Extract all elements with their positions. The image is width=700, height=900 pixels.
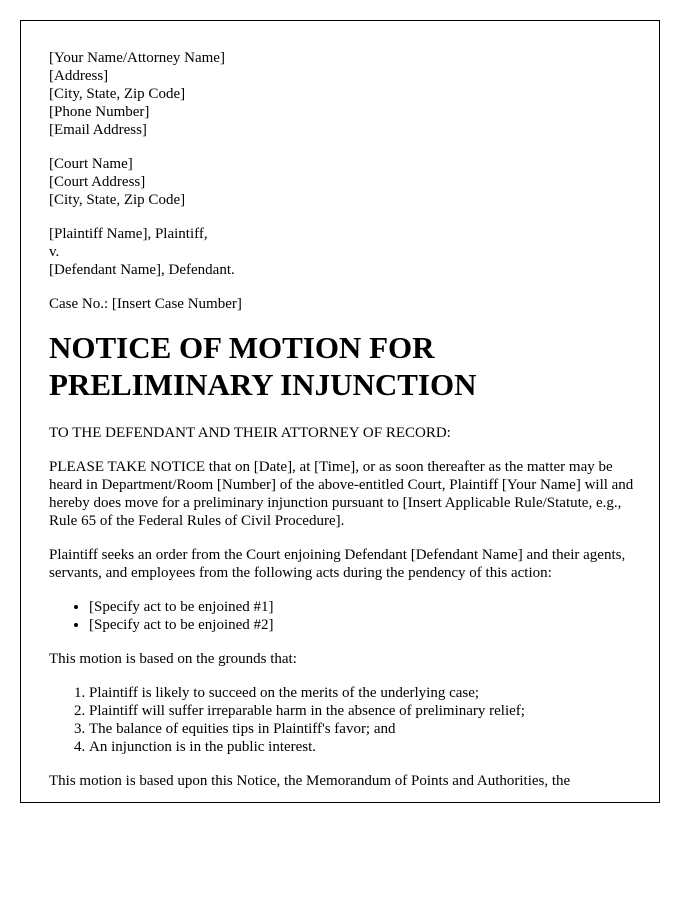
parties-block <box>49 225 639 279</box>
salutation: TO THE DEFENDANT AND THEIR ATTORNEY OF RECORD: <box>49 425 451 441</box>
court-block <box>49 155 639 209</box>
sender-name: [Your Name/Attorney Name] <box>49 50 225 66</box>
list-item: 4. An injunction is in the public interest. <box>89 738 639 756</box>
plaintiff-line: [Plaintiff Name], Plaintiff, <box>49 226 208 242</box>
court-city-state-zip: [City, State, Zip Code] <box>49 192 186 208</box>
sender-address: [Address] <box>49 68 109 84</box>
list-item: 3. The balance of equities tips in Plaintiff's favor; and <box>89 720 639 738</box>
defendant-line: [Defendant Name], Defendant. <box>49 262 235 278</box>
list-item: 2. Plaintiff will suffer irreparable harm in the absence of preliminary relief; <box>89 702 639 720</box>
case-number: Case No.: [Insert Case Number] <box>49 296 242 312</box>
versus-line: v. <box>49 244 60 260</box>
acts-list <box>49 598 639 634</box>
sender-city-state-zip: [City, State, Zip Code] <box>49 86 186 102</box>
sender-phone: [Phone Number] <box>49 104 150 120</box>
document-page <box>20 20 660 803</box>
grounds-list <box>49 684 639 756</box>
order-paragraph: Plaintiff seeks an order from the Court enjoining Defendant [Defendant Name] and their agents, servants, and employees from the following acts during the pendency of this action: <box>49 547 626 581</box>
sender-email: [Email Address] <box>49 122 147 138</box>
title-line-1: NOTICE OF MOTION FOR <box>49 330 435 365</box>
basis-paragraph: This motion is based upon this Notice, the Memorandum of Points and Authorities, the <box>49 773 571 789</box>
grounds-intro: This motion is based on the grounds that: <box>49 651 297 667</box>
court-name: [Court Name] <box>49 156 133 172</box>
title-line-2: PRELIMINARY INJUNCTION <box>49 367 477 402</box>
notice-paragraph: PLEASE TAKE NOTICE that on [Date], at [Time], or as soon thereafter as the matter may be heard in Department/Room [Number] of the above-entitled Court, Plaintiff [Your Name] will and hereby does move for a preliminary injunction pursuant to [Insert Applicable Rule/Statute, e.g., Rule 65 of the Federal Rules of Civil Procedure]. <box>49 459 634 529</box>
document-content <box>49 49 639 803</box>
list-item: 1. Plaintiff is likely to succeed on the merits of the underlying case; <box>89 684 639 702</box>
document-title <box>49 329 639 403</box>
list-item: • [Specify act to be enjoined #1] <box>89 598 639 616</box>
list-item: • [Specify act to be enjoined #2] <box>89 616 639 634</box>
sender-block <box>49 49 639 139</box>
court-address: [Court Address] <box>49 174 146 190</box>
